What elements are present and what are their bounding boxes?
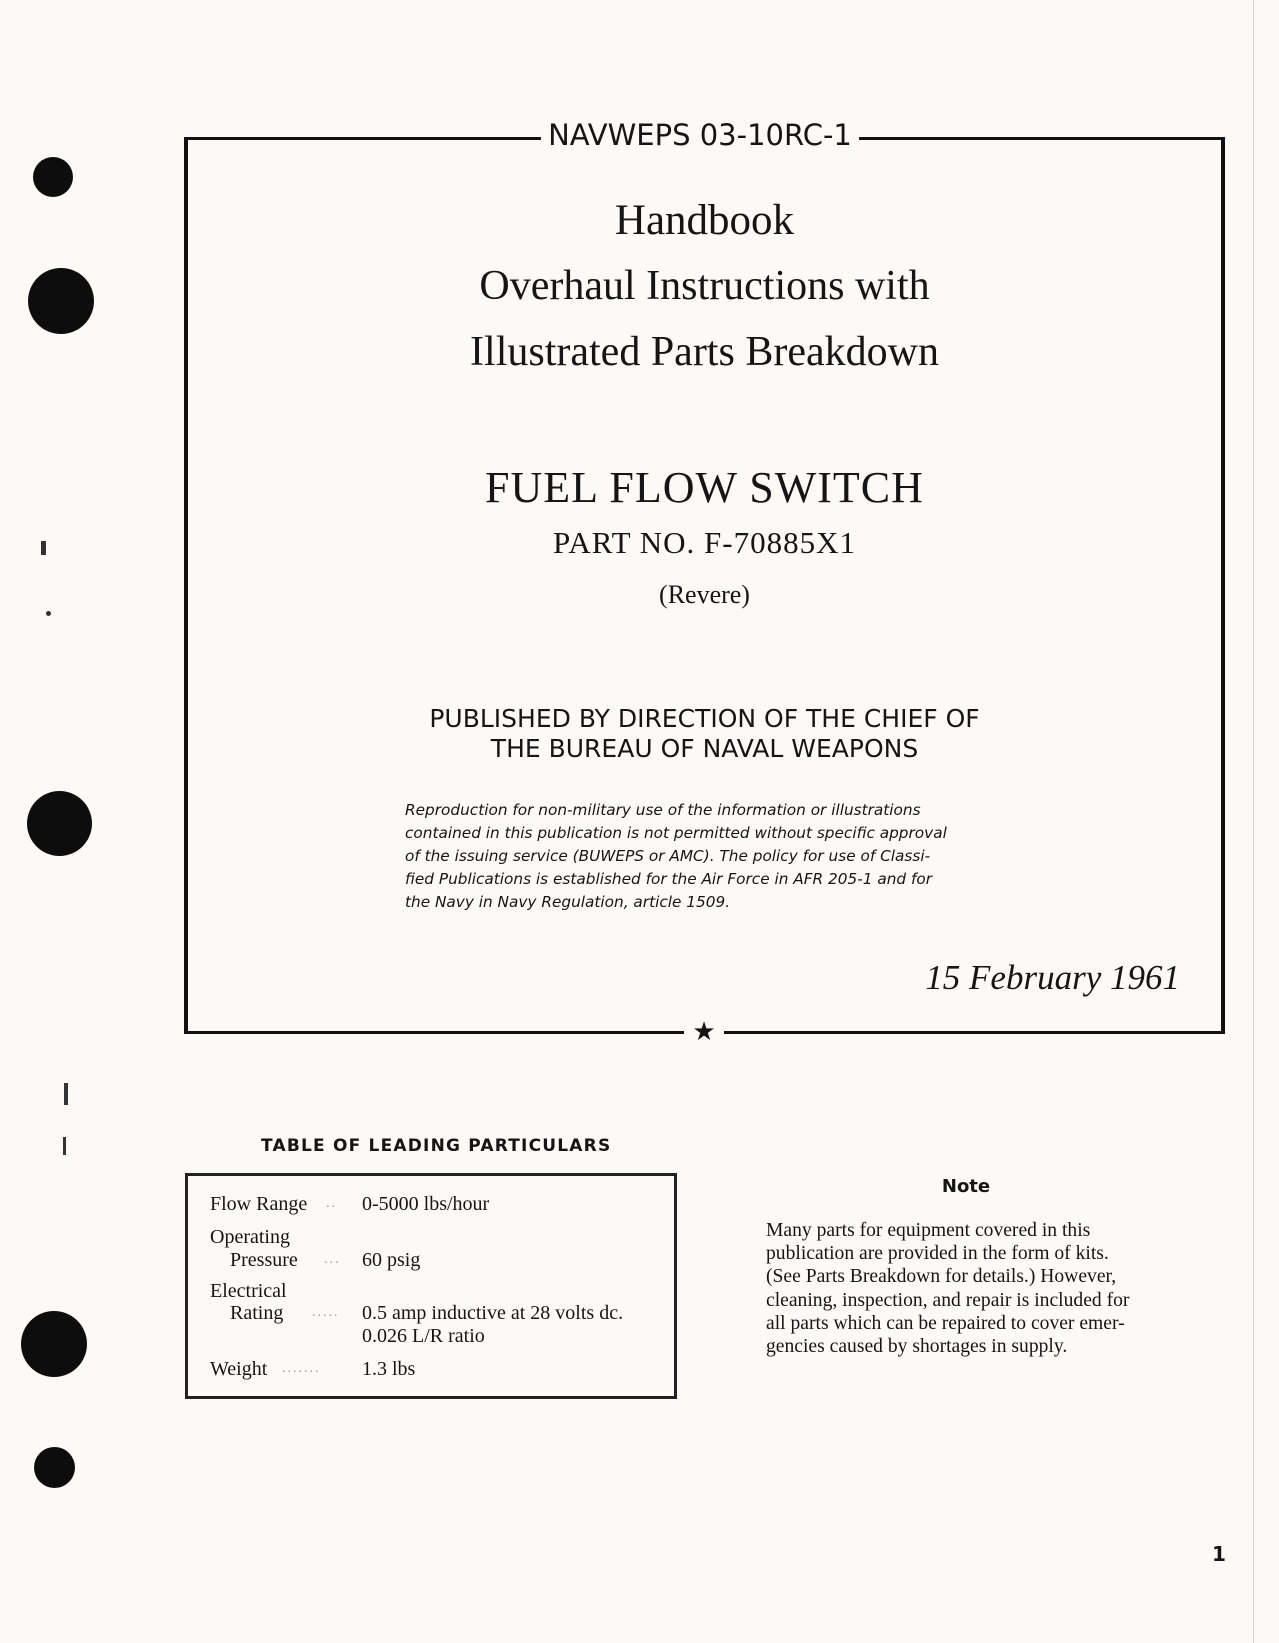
note-heading: Note <box>941 1176 991 1197</box>
electrical-label: Electrical <box>210 1280 287 1302</box>
weight-value: 1.3 lbs <box>362 1358 416 1380</box>
binder-hole <box>27 791 92 856</box>
publication-date: 15 February 1961 <box>925 958 1180 997</box>
binder-hole <box>34 1447 75 1488</box>
notice-line: contained in this publication is not permitted without specific approval <box>405 824 947 842</box>
binder-hole <box>28 268 94 334</box>
note-line: (See Parts Breakdown for details.) However, <box>766 1266 1117 1288</box>
pressure-value: 60 psig <box>362 1249 421 1271</box>
page-edge-line <box>1253 0 1254 1643</box>
subtitle-line-2: Illustrated Parts Breakdown <box>470 329 939 375</box>
publisher-line-1: PUBLISHED BY DIRECTION OF THE CHIEF OF <box>429 704 980 733</box>
leader-dots: ... <box>324 1252 341 1267</box>
leader-dots: ....... <box>282 1361 321 1376</box>
part-number: PART NO. F-70885X1 <box>553 525 856 560</box>
binder-hole <box>21 1311 87 1377</box>
leading-particulars-heading: TABLE OF LEADING PARTICULARS <box>261 1136 612 1156</box>
note-line: publication are provided in the form of kits. <box>766 1243 1109 1265</box>
scan-speck <box>41 541 46 555</box>
flow-range-label: Flow Range <box>210 1193 308 1215</box>
leader-dots: ..... <box>312 1305 340 1320</box>
leader-dots: .. <box>326 1196 337 1211</box>
handbook-title: Handbook <box>614 197 795 244</box>
rating-label: Rating <box>230 1302 284 1324</box>
notice-line: the Navy in Navy Regulation, article 1509. <box>405 893 731 911</box>
operating-label: Operating <box>210 1226 290 1248</box>
pressure-label: Pressure <box>230 1249 298 1271</box>
publisher-line-2: THE BUREAU OF NAVAL WEAPONS <box>490 734 919 763</box>
equipment-title: FUEL FLOW SWITCH <box>485 463 924 512</box>
scan-speck <box>63 1137 66 1155</box>
note-line: gencies caused by shortages in supply. <box>766 1336 1068 1358</box>
scan-speck <box>64 1083 68 1105</box>
star-icon: ★ <box>692 1017 716 1047</box>
note-line: all parts which can be repaired to cover emer- <box>766 1312 1125 1334</box>
frame-border <box>724 1031 1225 1034</box>
note-body <box>766 1219 1196 1358</box>
flow-range-value: 0-5000 lbs/hour <box>362 1193 490 1215</box>
manufacturer: (Revere) <box>659 580 750 609</box>
page-number: 1 <box>1212 1542 1226 1566</box>
leading-particulars-table <box>185 1173 677 1399</box>
frame-border <box>184 137 541 140</box>
reproduction-notice <box>405 799 1005 914</box>
subtitle-line-1: Overhaul Instructions with <box>479 263 930 309</box>
frame-border <box>859 137 1225 140</box>
note-line: Many parts for equipment covered in this <box>766 1220 1091 1241</box>
rating-value-1: 0.5 amp inductive at 28 volts dc. <box>362 1302 624 1324</box>
frame-border <box>1221 138 1225 1034</box>
weight-label: Weight <box>210 1358 268 1380</box>
notice-line: fied Publications is established for the Air Force in AFR 205-1 and for <box>405 870 933 888</box>
publication-number: NAVWEPS 03-10RC-1 <box>548 118 852 152</box>
notice-line: Reproduction for non-military use of the information or illustrations <box>405 801 921 819</box>
binder-hole <box>33 157 73 197</box>
scan-speck <box>46 611 51 616</box>
frame-border <box>184 1031 684 1034</box>
rating-value-2: 0.026 L/R ratio <box>362 1325 485 1347</box>
notice-line: of the issuing service (BUWEPS or AMC). The policy for use of Classi- <box>405 847 931 865</box>
note-line: cleaning, inspection, and repair is included for <box>766 1289 1130 1311</box>
